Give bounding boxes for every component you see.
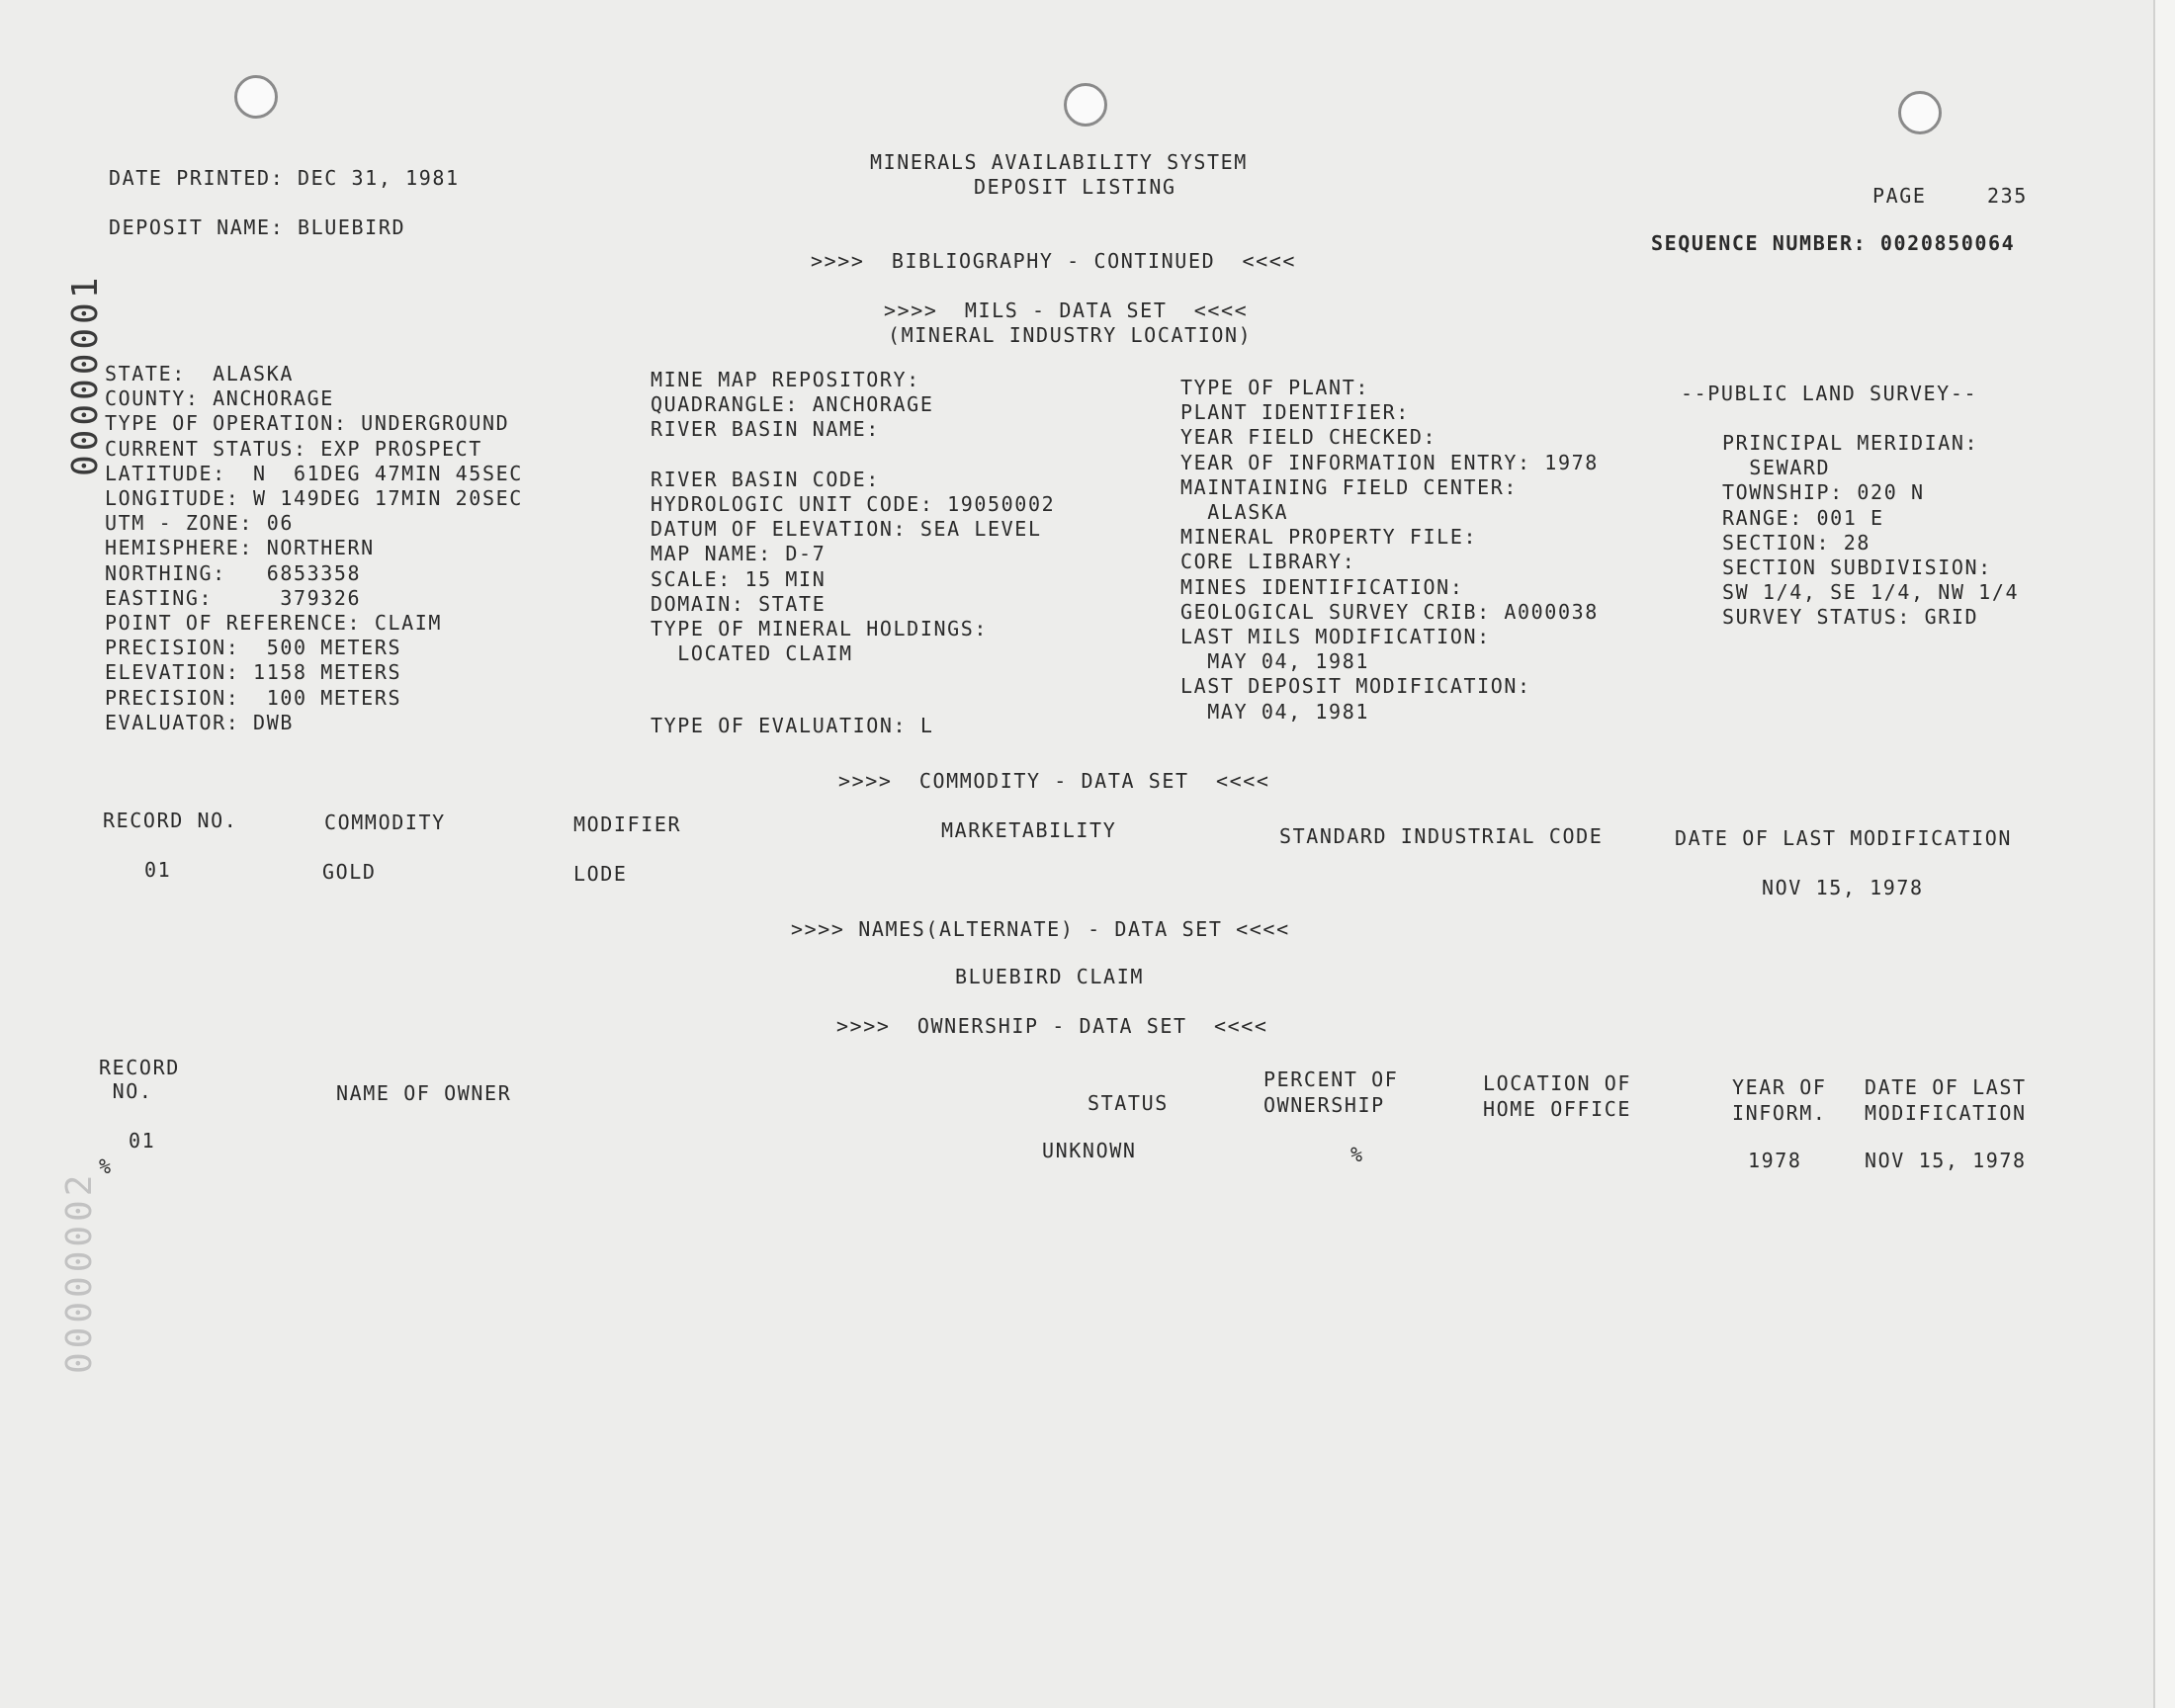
field-evaluator: EVALUATOR: DWB	[105, 710, 294, 734]
field-river-basin-code: RIVER BASIN CODE:	[651, 467, 880, 491]
field-geological-survey-crib: GEOLOGICAL SURVEY CRIB: A000038	[1180, 599, 1599, 624]
commodity-header-sic: STANDARD INDUSTRIAL CODE	[1279, 824, 1604, 848]
field-precision-elevation: PRECISION: 100 METERS	[105, 685, 402, 710]
ownership-header-ownership: OWNERSHIP	[1263, 1093, 1385, 1117]
commodity-header-commodity: COMMODITY	[324, 811, 446, 834]
mils-location-column	[105, 362, 523, 735]
field-county: COUNTY: ANCHORAGE	[105, 386, 334, 411]
field-last-mils-modification: LAST MILS MODIFICATION:	[1180, 625, 1491, 649]
punch-hole-center	[1064, 83, 1107, 127]
field-precision-location: PRECISION: 500 METERS	[105, 636, 402, 660]
punch-hole-right	[1898, 91, 1942, 134]
mils-land-survey-column	[1722, 431, 2019, 631]
field-field-center-value: ALASKA	[1180, 500, 1289, 525]
field-section: SECTION: 28	[1722, 530, 1871, 555]
field-scale: SCALE: 15 MIN	[651, 566, 826, 591]
field-township: TOWNSHIP: 020 N	[1722, 480, 1925, 505]
field-section-subdivision: SECTION SUBDIVISION:	[1722, 555, 1992, 580]
ownership-record-no: 01	[129, 1129, 156, 1153]
ownership-date-modification: NOV 15, 1978	[1865, 1149, 2027, 1172]
page-label: PAGE	[1872, 184, 1927, 208]
ownership-header-inform: INFORM.	[1732, 1101, 1827, 1125]
field-plant-identifier: PLANT IDENTIFIER:	[1180, 400, 1410, 425]
field-point-of-reference: POINT OF REFERENCE: CLAIM	[105, 611, 443, 636]
ownership-header-name: NAME OF OWNER	[336, 1081, 512, 1105]
field-principal-meridian: PRINCIPAL MERIDIAN:	[1722, 431, 1979, 455]
field-elevation: ELEVATION: 1158 METERS	[105, 660, 402, 685]
ownership-header-record-no: NO.	[99, 1079, 153, 1103]
frame-number-stamp-faint: 00000002	[59, 1170, 100, 1374]
commodity-header-modifier: MODIFIER	[573, 812, 682, 836]
section-ownership: >>>> OWNERSHIP - DATA SET <<<<	[836, 1014, 1268, 1038]
alternate-name: BLUEBIRD CLAIM	[955, 965, 1144, 988]
field-northing: NORTHING: 6853358	[105, 560, 362, 585]
field-mineral-property-file: MINERAL PROPERTY FILE:	[1180, 525, 1478, 550]
field-mineral-holdings-value: LOCATED CLAIM	[651, 641, 853, 666]
field-longitude: LONGITUDE: W 149DEG 17MIN 20SEC	[105, 486, 523, 511]
commodity-header-date-modification: DATE OF LAST MODIFICATION	[1675, 826, 2013, 850]
field-survey-status: SURVEY STATUS: GRID	[1722, 605, 1979, 630]
field-datum-of-elevation: DATUM OF ELEVATION: SEA LEVEL	[651, 517, 1042, 542]
field-state: STATE: ALASKA	[105, 362, 294, 385]
field-type-of-evaluation: TYPE OF EVALUATION: L	[651, 714, 934, 737]
commodity-record-no: 01	[144, 858, 172, 882]
deposit-name: DEPOSIT NAME: BLUEBIRD	[109, 215, 406, 239]
field-core-library: CORE LIBRARY:	[1180, 550, 1356, 574]
field-last-deposit-modification-date: MAY 04, 1981	[1180, 699, 1369, 724]
field-type-of-plant: TYPE OF PLANT:	[1180, 376, 1369, 399]
field-map-name: MAP NAME: D-7	[651, 542, 826, 566]
field-range: RANGE: 001 E	[1722, 505, 1884, 530]
section-mils-subtitle: (MINERAL INDUSTRY LOCATION)	[888, 323, 1253, 347]
field-river-basin-name: RIVER BASIN NAME:	[651, 417, 880, 442]
commodity-modifier: LODE	[573, 862, 628, 886]
ownership-percent: %	[1350, 1143, 1364, 1166]
ownership-header-home-office: HOME OFFICE	[1483, 1097, 1632, 1121]
field-latitude: LATITUDE: N 61DEG 47MIN 45SEC	[105, 461, 523, 485]
field-mine-map-repository: MINE MAP REPOSITORY:	[651, 368, 920, 391]
commodity-name: GOLD	[322, 860, 377, 884]
ownership-header-year: YEAR OF	[1732, 1075, 1827, 1099]
ownership-header-record: RECORD	[99, 1056, 180, 1079]
field-easting: EASTING: 379326	[105, 585, 362, 610]
ownership-header-status: STATUS	[1088, 1091, 1169, 1115]
land-survey-title: --PUBLIC LAND SURVEY--	[1681, 382, 1978, 405]
ownership-percent-marker: %	[99, 1154, 113, 1178]
ownership-year: 1978	[1748, 1149, 1802, 1172]
section-names-alternate: >>>> NAMES(ALTERNATE) - DATA SET <<<<	[791, 917, 1290, 941]
field-year-field-checked: YEAR FIELD CHECKED:	[1180, 425, 1437, 450]
field-type-of-operation: TYPE OF OPERATION: UNDERGROUND	[105, 411, 510, 436]
field-meridian-value: SEWARD	[1722, 456, 1831, 480]
mils-admin-column	[1180, 376, 1599, 725]
ownership-header-modification: MODIFICATION	[1865, 1101, 2027, 1125]
frame-number-stamp: 00000001	[65, 273, 106, 476]
punch-hole-left	[234, 75, 278, 119]
ownership-header-location: LOCATION OF	[1483, 1071, 1632, 1095]
commodity-header-marketability: MARKETABILITY	[941, 818, 1117, 842]
section-commodity: >>>> COMMODITY - DATA SET <<<<	[838, 769, 1270, 793]
field-type-of-mineral-holdings: TYPE OF MINERAL HOLDINGS:	[651, 617, 989, 641]
date-printed: DATE PRINTED: DEC 31, 1981	[109, 166, 460, 190]
commodity-date-modification: NOV 15, 1978	[1762, 876, 1924, 899]
commodity-header-record-no: RECORD NO.	[103, 809, 238, 832]
field-mines-identification: MINES IDENTIFICATION:	[1180, 574, 1464, 599]
ownership-header-date-last: DATE OF LAST	[1865, 1075, 2027, 1099]
field-hemisphere: HEMISPHERE: NORTHERN	[105, 536, 375, 560]
field-quadrangle: QUADRANGLE: ANCHORAGE	[651, 392, 934, 417]
field-utm-zone: UTM - ZONE: 06	[105, 511, 294, 536]
field-hydrologic-unit-code: HYDROLOGIC UNIT CODE: 19050002	[651, 492, 1056, 517]
field-last-deposit-modification: LAST DEPOSIT MODIFICATION:	[1180, 674, 1531, 699]
ownership-status: UNKNOWN	[1042, 1139, 1137, 1162]
field-last-mils-modification-date: MAY 04, 1981	[1180, 649, 1369, 674]
field-current-status: CURRENT STATUS: EXP PROSPECT	[105, 436, 482, 461]
section-mils: >>>> MILS - DATA SET <<<<	[884, 299, 1249, 322]
mils-map-column	[651, 368, 1055, 666]
ownership-header-percent: PERCENT OF	[1263, 1068, 1399, 1091]
field-section-subdivision-value: SW 1/4, SE 1/4, NW 1/4	[1722, 580, 2020, 605]
field-domain: DOMAIN: STATE	[651, 591, 826, 616]
field-year-of-information-entry: YEAR OF INFORMATION ENTRY: 1978	[1180, 450, 1599, 474]
system-title: MINERALS AVAILABILITY SYSTEM	[870, 150, 1248, 174]
blank-line	[651, 443, 1055, 468]
field-maintaining-field-center: MAINTAINING FIELD CENTER:	[1180, 474, 1519, 499]
sequence-number: SEQUENCE NUMBER: 0020850064	[1651, 231, 2016, 255]
section-bibliography: >>>> BIBLIOGRAPHY - CONTINUED <<<<	[811, 249, 1297, 273]
listing-title: DEPOSIT LISTING	[974, 175, 1176, 199]
page-number: 235	[1987, 184, 2028, 208]
